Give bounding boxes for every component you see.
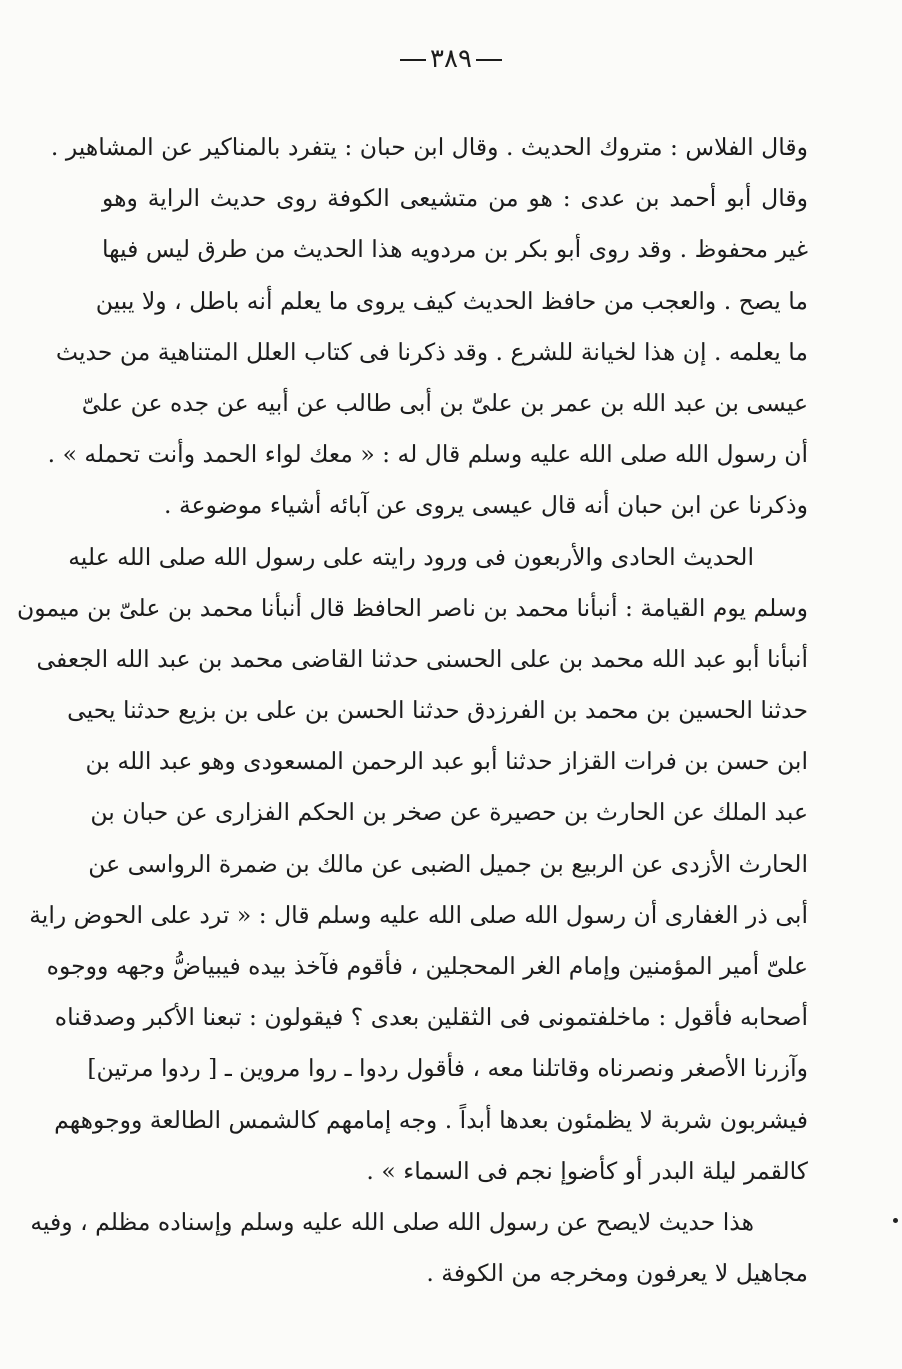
page-number bbox=[0, 44, 902, 74]
text-line: الحديث الحادى والأربعون فى ورود رايته على رسول الله صلى الله عليه bbox=[68, 542, 754, 571]
text-line: فيشربون شربة لا يظمئون بعدها أبداً . وجه إمامهم كالشمس الطالعة ووجوههم bbox=[54, 1105, 808, 1134]
text-line: وقال أبو أحمد بن عدى : هو من متشيعى الكوفة روى حديث الراية وهو bbox=[102, 184, 808, 213]
page-number-dash-right bbox=[476, 59, 502, 61]
text-line: وآزرنا الأصغر ونصرناه وقاتلنا معه ، فأقول ردوا ـ روا مروين ـ [ ردوا مرتين] bbox=[87, 1054, 808, 1083]
text-line: هذا حديث لايصح عن رسول الله صلى الله عليه وسلم وإسناده مظلم ، وفيه bbox=[30, 1207, 754, 1236]
margin-ink-dot bbox=[893, 1218, 898, 1223]
text-line: غير محفوظ . وقد روى أبو بكر بن مردويه هذا الحديث من طرق ليس فيها bbox=[102, 235, 808, 264]
page-number-dash-left bbox=[400, 59, 426, 61]
text-line: وسلم يوم القيامة : أنبأنا محمد بن ناصر الحافظ قال أنبأنا محمد بن علىّ بن ميمون bbox=[16, 593, 808, 622]
text-line: علىّ أمير المؤمنين وإمام الغر المحجلين ، فأقوم فآخذ بيده فيبياضُّ وجهه ووجوه bbox=[46, 952, 808, 980]
text-line: حدثنا الحسين بن محمد بن الفرزدق حدثنا الحسن بن على بن بزيع حدثنا يحيى bbox=[67, 696, 808, 725]
text-line: أن رسول الله صلى الله عليه وسلم قال له : « معك لواء الحمد وأنت تحمله » . bbox=[47, 440, 808, 469]
text-line: عيسى بن عبد الله بن عمر بن علىّ بن أبى طالب عن أبيه عن جده عن علىّ bbox=[81, 388, 808, 417]
text-line: أبى ذر الغفارى أن رسول الله صلى الله عليه وسلم قال : « ترد على الحوض راية bbox=[29, 900, 808, 929]
body-text bbox=[16, 122, 808, 1299]
text-line: عبد الملك عن الحارث بن حصيرة عن صخر بن الحكم الفزارى عن حبان بن bbox=[90, 798, 808, 827]
text-line: أصحابه فأقول : ماخلفتمونى فى الثقلين بعدى ؟ فيقولون : تبعنا الأكبر وصدقناه bbox=[54, 1003, 808, 1032]
text-line: كالقمر ليلة البدر أو كأضوإ نجم فى السماء » . bbox=[366, 1156, 808, 1185]
text-line: الحارث الأزدى عن الربيع بن جميل الضبى عن مالك بن ضمرة الرواسى عن bbox=[88, 849, 808, 878]
text-line: ما يصح . والعجب من حافظ الحديث كيف يروى ما يعلم أنه باطل ، ولا يبين bbox=[95, 286, 808, 315]
text-line: وذكرنا عن ابن حبان أنه قال عيسى يروى عن آبائه أشياء موضوعة . bbox=[164, 491, 808, 520]
text-line: ابن حسن بن فرات القزاز حدثنا أبو عبد الرحمن المسعودى وهو عبد الله بن bbox=[85, 747, 808, 776]
text-line: أنبأنا أبو عبد الله محمد بن على الحسنى حدثنا القاضى محمد بن عبد الله الجعفى bbox=[36, 644, 808, 673]
page-number-value: ٣٨٩ bbox=[430, 44, 472, 74]
text-line: مجاهيل لا يعرفون ومخرجه من الكوفة . bbox=[426, 1259, 808, 1288]
text-line: وقال الفلاس : متروك الحديث . وقال ابن حبان : يتفرد بالمناكير عن المشاهير . bbox=[50, 133, 808, 161]
text-line: ما يعلمه . إن هذا لخيانة للشرع . وقد ذكرنا فى كتاب العلل المتناهية من حديث bbox=[55, 337, 808, 366]
